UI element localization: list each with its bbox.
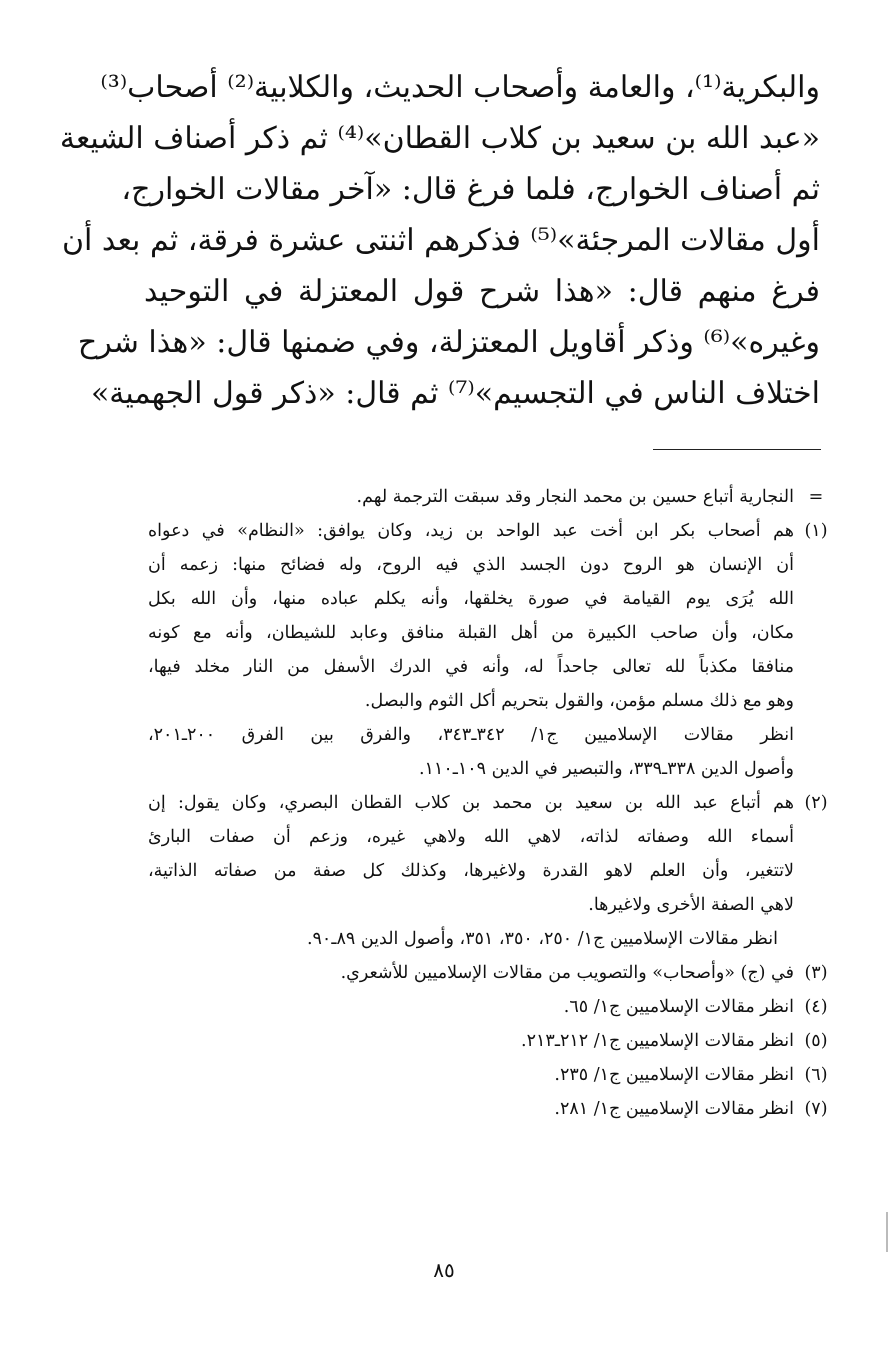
footnote-6-line bbox=[146, 1058, 838, 1092]
footnote-7-line bbox=[146, 1092, 838, 1126]
main-text-block bbox=[59, 62, 820, 419]
footnote-5-line bbox=[146, 1024, 838, 1058]
footnote-text-line: في (ج) «وأصحاب» والتصويب من مقالات الإسلاميين للأشعري. bbox=[340, 963, 794, 983]
continuation-marker: = bbox=[808, 487, 824, 507]
main-text-line: وغيره»⁽⁶⁾ وذكر أقاويل المعتزلة، وفي ضمنها قال: «هذا شرح bbox=[77, 325, 820, 360]
footnote-2-line bbox=[146, 888, 838, 922]
footnote-number: (١) bbox=[804, 521, 828, 541]
footnote-text-line: أسماء الله وصفاته لذاته، لاهي الله ولاهي غيره، وزعم أن صفات البارئ bbox=[148, 827, 794, 847]
footnote-text-line: النجارية أتباع حسين بن محمد النجار وقد سبقت الترجمة لهم. bbox=[356, 487, 794, 507]
footnote-text-line: انظر مقالات الإسلاميين ج١/ ٦٥. bbox=[563, 997, 794, 1017]
footnote-1-line bbox=[146, 616, 838, 650]
footnote-number: (٣) bbox=[804, 963, 828, 983]
footnote-continuation bbox=[146, 480, 838, 514]
footnote-text-line: لاهي الصفة الأخرى ولاغيرها. bbox=[588, 895, 794, 915]
footnote-4-line bbox=[146, 990, 838, 1024]
main-text-line: فرغ منهم قال: «هذا شرح قول المعتزلة في التوحيد bbox=[144, 274, 820, 309]
footnotes-block bbox=[146, 480, 838, 1126]
footnote-text-line: منافقا مكذباً لله تعالى جاحداً له، وأنه في الدرك الأسفل من النار مخلد فيها، bbox=[148, 657, 794, 677]
footnote-1-line bbox=[146, 514, 838, 548]
footnote-separator bbox=[653, 449, 821, 450]
footnote-1-line bbox=[146, 582, 838, 616]
footnote-1-line bbox=[146, 650, 838, 684]
footnote-text-line: انظر مقالات الإسلاميين ج١/ ٢١٢ـ٢١٣. bbox=[521, 1031, 794, 1051]
main-text-line: «عبد الله بن سعيد بن كلاب القطان»⁽⁴⁾ ثم ذكر أصناف الشيعة bbox=[59, 121, 820, 156]
footnote-reference-line: انظر مقالات الإسلاميين ج١/ ٢٥٠، ٣٥٠، ٣٥١، وأصول الدين ٨٩ـ٩٠. bbox=[306, 929, 778, 949]
footnote-2-line bbox=[146, 820, 838, 854]
footnote-text-line: انظر مقالات الإسلاميين ج١/ ٢٣٥. bbox=[554, 1065, 794, 1085]
footnote-number: (٤) bbox=[804, 997, 828, 1017]
main-text-line: والبكرية⁽¹⁾، والعامة وأصحاب الحديث، والكلابية⁽²⁾ أصحاب⁽³⁾ bbox=[100, 70, 820, 105]
footnote-2-line bbox=[146, 854, 838, 888]
footnote-number: (٥) bbox=[804, 1031, 828, 1051]
main-text-line: ثم أصناف الخوارج، فلما فرغ قال: «آخر مقالات الخوارج، bbox=[121, 172, 820, 207]
footnote-1-line bbox=[146, 718, 838, 752]
footnote-text-line: هم أصحاب بكر ابن أخت عبد الواحد بن زيد، وكان يوافق: «النظام» في دعواه bbox=[148, 521, 794, 541]
main-text-line: اختلاف الناس في التجسيم»⁽⁷⁾ ثم قال: «ذكر قول الجهمية» bbox=[90, 376, 820, 411]
footnote-3-line bbox=[146, 956, 838, 990]
footnote-text-line: أن الإنسان هو الروح دون الجسد الذي فيه الروح، وله فضائح منها: زعمه أن bbox=[148, 555, 794, 575]
footnote-text-line: لاتتغير، وأن العلم لاهو القدرة ولاغيرها، وكذلك كل صفة من صفاته الذاتية، bbox=[148, 861, 794, 881]
footnote-text-line: مكان، وأن صاحب الكبيرة من أهل القبلة منافق وعابد للشيطان، وأنه مع كونه bbox=[148, 623, 794, 643]
footnote-text-line: وهو مع ذلك مسلم مؤمن، والقول بتحريم أكل الثوم والبصل. bbox=[364, 691, 794, 711]
footnote-number: (٢) bbox=[804, 793, 828, 813]
footnote-text-line: هم أتباع عبد الله بن سعيد بن محمد بن كلاب القطان البصري، وكان يقول: إن bbox=[148, 793, 794, 813]
footnote-reference-line: انظر مقالات الإسلاميين ج١/ ٣٤٢ـ٣٤٣، والفرق بين الفرق ٢٠٠ـ٢٠١، bbox=[148, 725, 794, 745]
footnote-1-line bbox=[146, 752, 838, 786]
page-number: ٨٥ bbox=[433, 1258, 455, 1282]
footnote-reference-line: وأصول الدين ٣٣٨ـ٣٣٩، والتبصير في الدين ١٠٩ـ١١٠. bbox=[418, 759, 794, 779]
footnote-1-line bbox=[146, 548, 838, 582]
footnote-2-line bbox=[146, 922, 838, 956]
footnote-2-line bbox=[146, 786, 838, 820]
footnote-number: (٧) bbox=[804, 1099, 828, 1119]
footnote-text-line: الله يُرَى يوم القيامة في صورة يخلقها، وأنه يكلم عباده منها، وأن الله بكل bbox=[148, 589, 794, 609]
main-text-line: أول مقالات المرجئة»⁽⁵⁾ فذكرهم اثنتى عشرة فرقة، ثم بعد أن bbox=[61, 223, 820, 258]
footnote-text-line: انظر مقالات الإسلاميين ج١/ ٢٨١. bbox=[554, 1099, 794, 1119]
footnote-1-line bbox=[146, 684, 838, 718]
footnote-number: (٦) bbox=[804, 1065, 828, 1085]
